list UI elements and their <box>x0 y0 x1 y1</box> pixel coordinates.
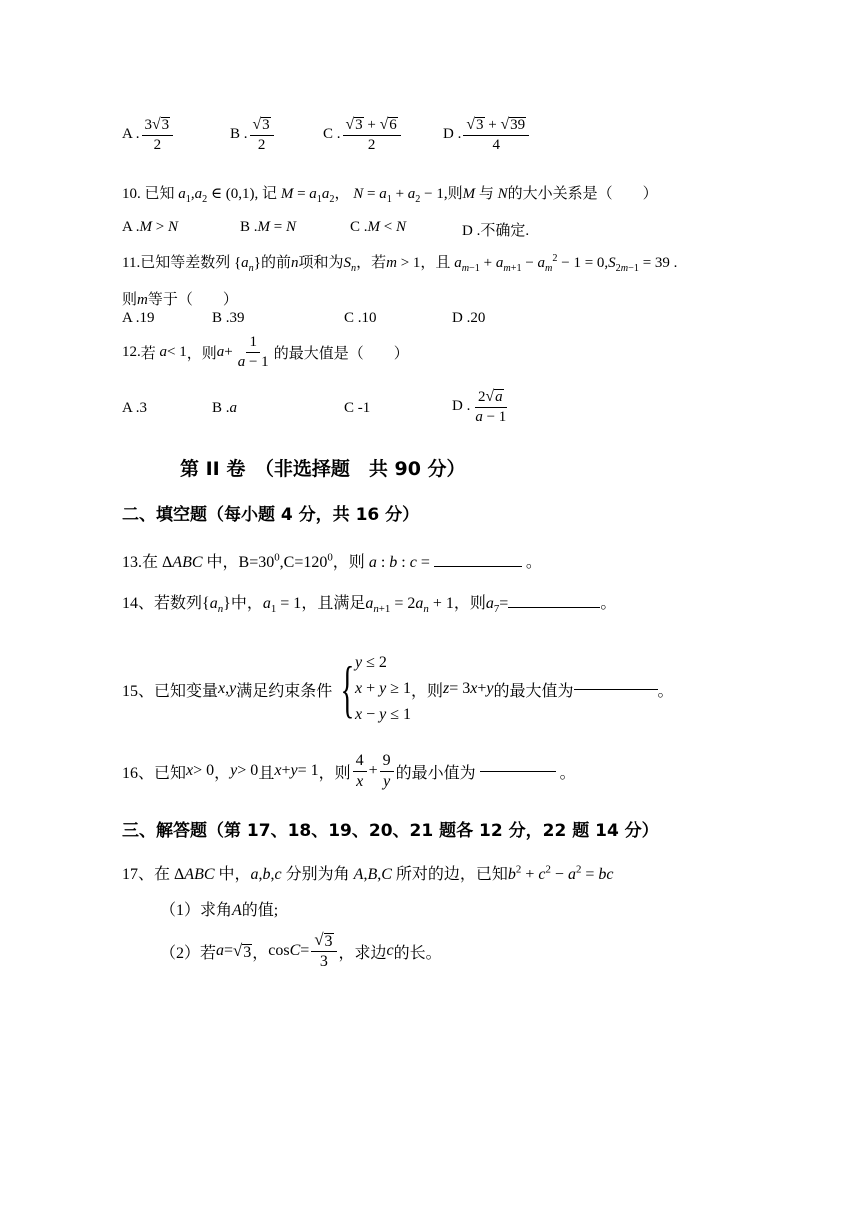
text: 16、已知 <box>122 764 187 782</box>
text: ∈ (0,1), 记 <box>210 186 278 202</box>
text: ，且满足 <box>301 595 366 612</box>
option-label: C . <box>350 219 368 235</box>
answer-blank[interactable] <box>434 566 522 567</box>
section2-title: 二、填空题（每小题 4 分，共 16 分） <box>122 505 420 525</box>
denominator: 4 <box>492 136 500 153</box>
text: 的长。 <box>393 944 442 962</box>
text: 若 <box>140 345 156 362</box>
text: 17、在 Δ <box>122 866 185 883</box>
math: a <box>178 186 186 202</box>
denominator: 2 <box>257 136 266 153</box>
q11-option-a: A .19 <box>122 310 155 326</box>
fraction: √ 3 + √ 39 4 <box>463 116 529 153</box>
question-number: 11. <box>122 255 141 271</box>
fraction: 2 √ a a − 1 <box>475 388 507 425</box>
text: 。 <box>521 554 542 571</box>
text: 与 <box>478 186 494 202</box>
answer-blank[interactable] <box>574 689 658 690</box>
q12-option-a: A .3 <box>122 400 148 416</box>
fraction: $\frac{1}{a - 1}$ <box>237 334 269 370</box>
answer-blank[interactable] <box>508 607 600 608</box>
radicand: 39 <box>510 117 526 134</box>
q17-part2: （2）若 a = √ 3 ， cos C = √ 3 3 ，求边 c 的长。 <box>160 930 442 970</box>
text: 的最大值是（ ） <box>273 345 409 362</box>
section3-title: 三、解答题（第 17、18、19、20、21 题各 12 分，22 题 14 分） <box>122 821 659 841</box>
radicand: 3 <box>161 117 170 134</box>
text: 中， <box>214 866 251 883</box>
q9-option-d <box>443 116 531 153</box>
option-label: B . <box>240 219 258 235</box>
coef: 3 <box>144 117 153 133</box>
question-number: 12. <box>122 343 141 360</box>
text: 等于（ ） <box>147 292 238 308</box>
text: 中，B=30 <box>202 554 275 571</box>
text: 的大小关系是（ ） <box>507 186 658 202</box>
text: 且 <box>258 764 275 782</box>
option-label: B . <box>212 400 230 416</box>
q16: 16、已知 x > 0 ， y > 0 且 x + y = 1 ，则 $\frac{4}{x}$ + $\frac{9}{y}$ 的最小值为 。 <box>122 751 576 790</box>
q12-option-b: B .a <box>212 400 238 416</box>
text: 中， <box>230 595 263 612</box>
text: 13.在 Δ <box>122 554 173 571</box>
q11-option-c: C .10 <box>344 310 377 326</box>
option-label: B . <box>230 126 248 142</box>
q9-option-a <box>122 116 175 153</box>
text: 的值; <box>241 902 279 919</box>
text: ，则 <box>411 682 444 700</box>
text: （1）求角 <box>160 902 233 919</box>
text: ，则 <box>453 595 486 612</box>
part2-title: 第 II 卷 （非选择题 共 90 分） <box>180 458 466 480</box>
q11-stem: 11.已知等差数列 $\{a_n\}$的前n项和为$S_n$，若m > 1，且 $a_{m-1} + a_{m+1} - a_m^2 - 1 = 0,S_{2m-1} = 39$ . <box>122 253 678 274</box>
q9-option-c <box>323 116 403 153</box>
fraction: √ 3 3 <box>311 931 336 970</box>
option-label: A . <box>122 126 140 142</box>
fraction: $\frac{4}{x}$ <box>353 752 367 790</box>
text: 已知 <box>144 186 175 202</box>
option-label: D . <box>443 126 462 142</box>
q15: 15、已知变量 x , y 满足约束条件 { y ≤ 2 x + y ≥ 1 x − y ≤ 1 ，则 z = 3 x + y 的最大值为 。 <box>122 650 674 728</box>
text: ，且 <box>420 255 451 271</box>
q11-option-b: B .39 <box>212 310 245 326</box>
fraction: $\frac{9}{y}$ <box>380 752 394 790</box>
denominator: 2 <box>153 136 162 153</box>
text: 项和为 <box>298 255 344 271</box>
text: 已知等差数列 <box>140 255 231 271</box>
fraction: √ 3 + √ 6 2 <box>343 116 401 153</box>
q11-line2: 则m等于（ ） <box>122 292 238 308</box>
q12-options <box>122 388 562 434</box>
text: ， <box>252 944 269 962</box>
q10-stem: 10. 已知 $a_1,a_2$ ∈ (0,1), 记 $M = a_1a_2$， $N = a_1 + a_2 - 1$,则M 与 N的大小关系是（ ） <box>122 186 658 205</box>
text: 14、若数列 <box>122 595 203 612</box>
text: ， <box>334 186 350 202</box>
option-label: A . <box>122 219 140 235</box>
q12-option-c: C -1 <box>344 400 371 416</box>
text: 的最大值为 <box>493 682 574 700</box>
fraction: √ 3 2 <box>250 116 274 153</box>
text: （2）若 <box>160 944 217 962</box>
text: 的前 <box>260 255 291 271</box>
text: ，则 <box>318 764 351 782</box>
q11-option-d: D .20 <box>452 310 486 326</box>
radicand: 3 <box>476 117 484 134</box>
fraction: 3 √ 3 2 <box>142 116 174 153</box>
text: 所对的边，已知 <box>391 866 508 883</box>
brace: { <box>340 653 355 724</box>
text: 。 <box>600 595 617 612</box>
q17-part1: （1）求角A的值; <box>160 902 279 919</box>
text: ,C=120 <box>279 554 328 571</box>
option-label: D . <box>452 398 471 414</box>
plus: + <box>363 117 380 133</box>
text: = 39 . <box>642 255 678 271</box>
q9-option-b <box>230 116 276 153</box>
text: 满足约束条件 <box>236 682 333 700</box>
text: ，则 <box>332 554 369 571</box>
text: 的最小值为 <box>395 764 476 782</box>
text: = 0, <box>584 255 609 271</box>
q9-options <box>122 116 562 164</box>
q12-stem: 12. 若 a < 1 ，则 a + $\frac{1}{a - 1}$ 的最大值是（ ） <box>122 334 409 370</box>
text: 15、已知变量 <box>122 682 219 700</box>
text: ，则 <box>186 345 217 362</box>
text: 分别为角 <box>281 866 354 883</box>
question-number: 10. <box>122 186 141 202</box>
q13: 13.在 ΔABC 中，$B=30^0,C=120^0$，则 a : b : c = 。 <box>122 551 542 571</box>
q10-option-c: C .M < N <box>350 219 406 235</box>
text: ， <box>214 764 231 782</box>
q17-stem: 17、在 ΔABC 中，a,b,c 分别为角 A,B,C 所对的边，已知$b^2 + c^2 - a^2$ = bc <box>122 863 614 883</box>
answer-blank[interactable] <box>480 771 556 772</box>
q10-option-a: A .M > N <box>122 219 178 235</box>
text: ,则 <box>443 186 463 202</box>
text: 。 <box>657 682 674 700</box>
radicand: 6 <box>389 117 397 134</box>
text: ，求边 <box>338 944 387 962</box>
option-label: C . <box>323 126 341 142</box>
text: 。 <box>559 764 576 782</box>
q10-option-d: D .不确定. <box>462 223 530 239</box>
q12-option-d <box>452 388 511 425</box>
radicand: 3 <box>355 117 363 134</box>
q14: 14、若数列$\{a_n\}$中，$a_1 = 1$，且满足$a_{n+1} = 2a_n + 1$，则$a_7=$ 。 <box>122 595 617 616</box>
constraint-system: { y ≤ 2 x + y ≥ 1 x − y ≤ 1 <box>340 653 411 724</box>
radicand: 3 <box>262 117 270 134</box>
q10-option-b: B .M = N <box>240 219 296 235</box>
text: 则 <box>122 292 138 308</box>
denominator: 2 <box>367 136 376 153</box>
text: ，若 <box>356 255 387 271</box>
plus: + <box>484 117 501 133</box>
